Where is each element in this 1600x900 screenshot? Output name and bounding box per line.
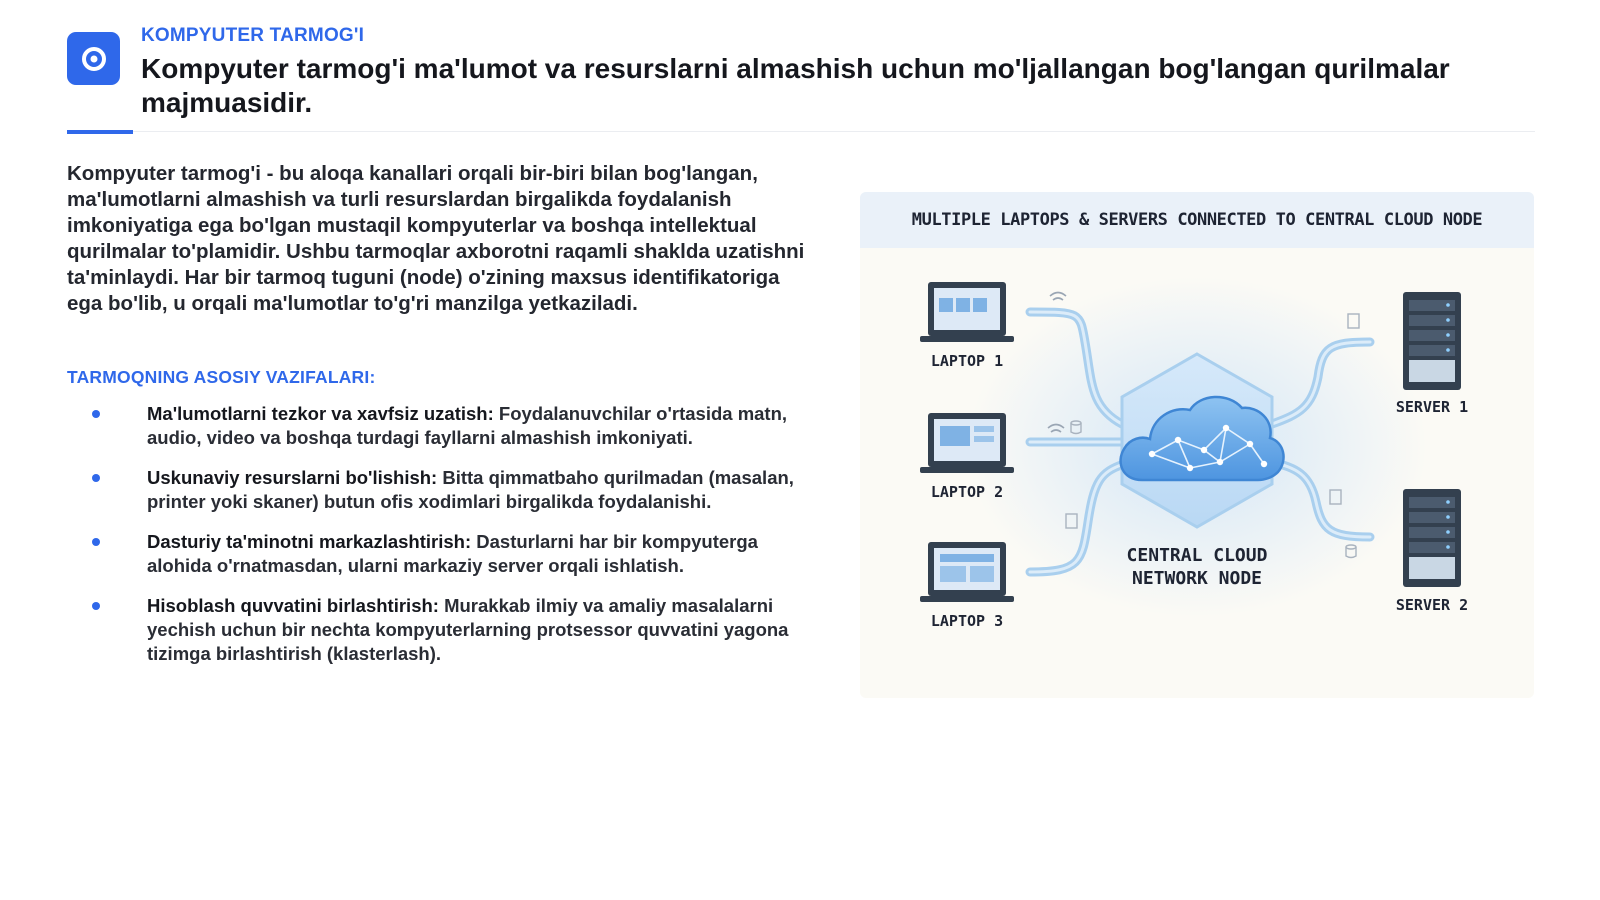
bullet-dot [92, 602, 100, 610]
server-1-icon [1403, 292, 1461, 390]
bullet-text: Foydalanuvchilar o'rtasida matn, audio, video va boshqa turdagi fayllarni almashish imkoniyati. [147, 403, 788, 448]
bullet-dot [92, 538, 100, 546]
functions-heading: TARMOQNING ASOSIY VAZIFALARI: [67, 367, 376, 387]
bullet-dot [92, 474, 100, 482]
bullet-text: Dasturlarni har bir kompyuterga alohida o'rnatmasdan, ularni markaziy server orqali ishlatish. [147, 531, 758, 576]
laptop-1-icon [920, 282, 1014, 342]
cloud-node-label-line-2: NETWORK NODE [1131, 568, 1263, 589]
bullet-title: Dasturiy ta'minotni markazlashtirish: [147, 531, 477, 552]
functions-list [92, 402, 827, 682]
cloud-node-label-line-1: CENTRAL CLOUD [1126, 545, 1268, 566]
laptop-2-icon [920, 413, 1014, 473]
bullet-title: Ma'lumotlarni tezkor va xavfsiz uzatish: [147, 403, 499, 424]
figure-caption: MULTIPLE LAPTOPS & SERVERS CONNECTED TO CENTRAL CLOUD NODE [911, 210, 1483, 230]
server-2-label: SERVER 2 [1395, 596, 1469, 614]
page-title: Kompyuter tarmog'i ma'lumot va resurslarni almashish uchun mo'ljallangan bog'langan qurilmalar majmuasidir. [141, 53, 1450, 118]
figure-caption-bar [860, 192, 1534, 248]
intro-paragraph: Kompyuter tarmog'i - bu aloqa kanallari orqali bir-biri bilan bog'langan, ma'lumotlarni almashish va turli resurslardan birgalikda foydalanish imkoniyatiga ega bo'lgan mustaqil kompyuterlar va boshqa intellektual qurilmalar to'plamidir. Ushbu tarmoqlar axborotni raqamli shaklda uzatishni ta'minlaydi. Har bir tarmoq tuguni (node) o'zining maxsus identifikatoriga ega bo'lib, u orqali ma'lumotlar to'g'ri manzilga yetkaziladi. [67, 162, 805, 315]
title-accent-rule [67, 130, 133, 134]
list-item [92, 594, 827, 666]
bullet-title: Uskunaviy resurslarni bo'lishish: [147, 467, 443, 488]
target-icon [67, 32, 120, 85]
laptop-1-label: LAPTOP 1 [930, 352, 1004, 370]
list-item [92, 466, 827, 514]
section-kicker: KOMPYUTER TARMOG'I [141, 25, 365, 46]
bullet-title: Hisoblash quvvatini birlashtirish: [147, 595, 445, 616]
laptop-3-label: LAPTOP 3 [930, 612, 1004, 630]
list-item [92, 530, 827, 578]
network-diagram [860, 192, 1534, 698]
cloud-node-label [1127, 544, 1268, 590]
laptop-2-label: LAPTOP 2 [930, 483, 1004, 501]
bullet-text: Bitta qimmatbaho qurilmadan (masalan, printer yoki skaner) butun ofis xodimlari birgalikda foydalanishi. [147, 467, 794, 512]
bullet-dot [92, 410, 100, 418]
laptop-3-icon [920, 542, 1014, 602]
bullet-text: Murakkab ilmiy va amaliy masalalarni yechish uchun bir nechta kompyuterlarning protsessor quvvatini yagona tizimga birlashtirish (klasterlash). [147, 595, 789, 664]
server-2-icon [1403, 489, 1461, 587]
list-item [92, 402, 827, 450]
server-1-label: SERVER 1 [1395, 398, 1469, 416]
title-divider [133, 131, 1535, 132]
